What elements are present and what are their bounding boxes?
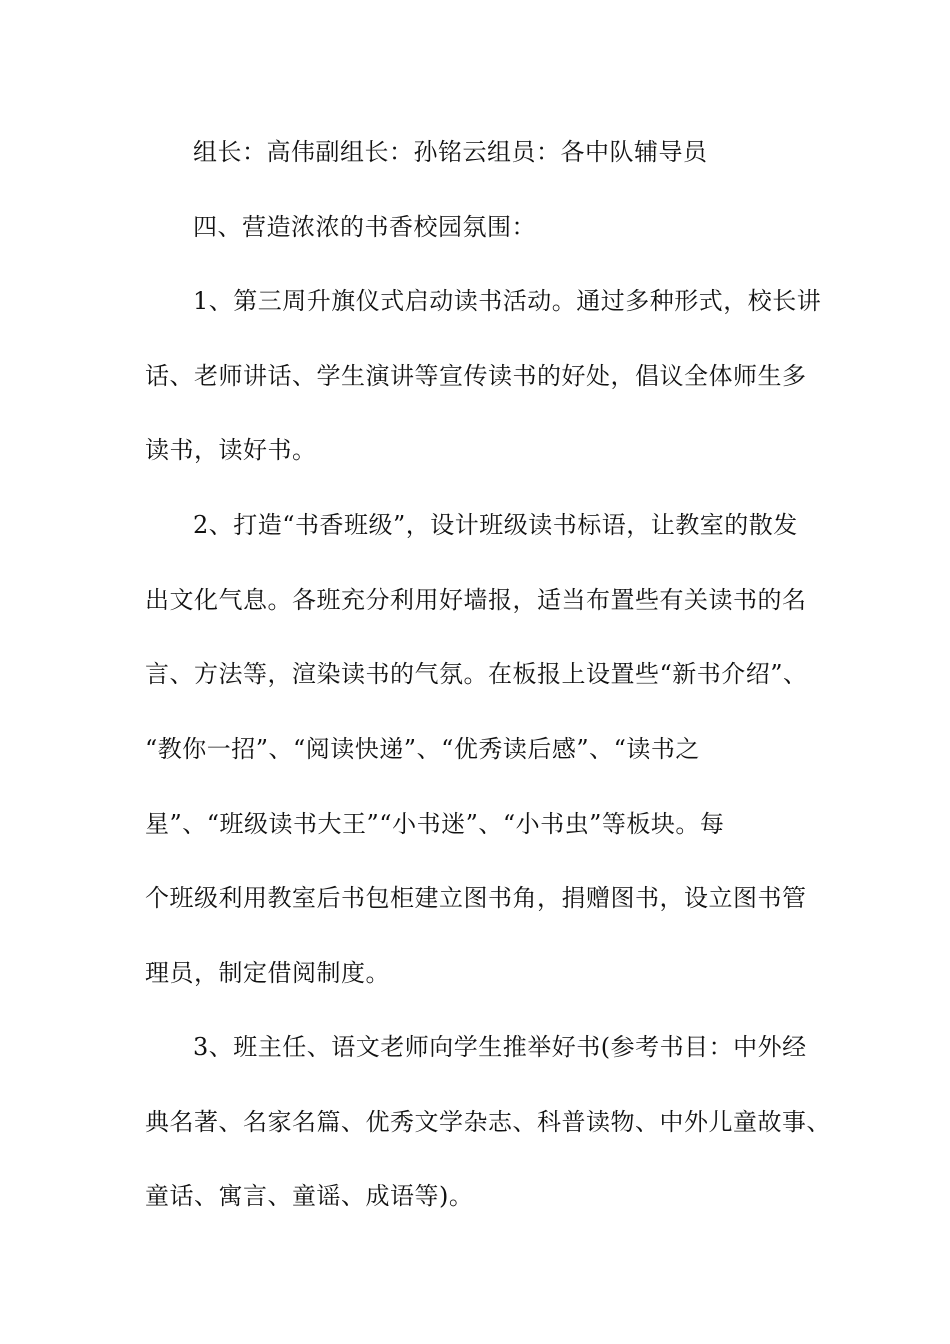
paragraph-line: 2、打造“书香班级”，设计班级读书标语，让教室的散发 (193, 511, 798, 539)
paragraph-line: 个班级利用教室后书包柜建立图书角，捐赠图书，设立图书管 (145, 884, 807, 912)
paragraph-line: 3、班主任、语文老师向学生推举好书(参考书目：中外经 (193, 1033, 807, 1061)
committee-line: 组长：高伟副组长：孙铭云组员：各中队辅导员 (193, 138, 708, 166)
paragraph-line: “教你一招”、“阅读快递”、“优秀读后感”、“读书之 (145, 735, 700, 763)
paragraph-line: 出文化气息。各班充分利用好墙报，适当布置些有关读书的名 (145, 586, 807, 614)
section-heading: 四、营造浓浓的书香校园氛围： (193, 213, 536, 241)
paragraph-line: 童话、寓言、童谣、成语等)。 (145, 1182, 474, 1210)
paragraph-line: 典名著、名家名篇、优秀文学杂志、科普读物、中外儿童故事、 (145, 1108, 831, 1136)
paragraph-line: 话、老师讲话、学生演讲等宣传读书的好处，倡议全体师生多 (145, 362, 807, 390)
paragraph-line: 言、方法等，渲染读书的气氛。在板报上设置些“新书介绍”、 (145, 660, 808, 688)
paragraph-line: 理员，制定借阅制度。 (145, 959, 390, 987)
paragraph-line: 星”、“班级读书大王”“小书迷”、“小书虫”等板块。每 (145, 810, 725, 838)
paragraph-line: 1、第三周升旗仪式启动读书活动。通过多种形式，校长讲 (193, 287, 822, 315)
paragraph-line: 读书，读好书。 (145, 436, 317, 464)
